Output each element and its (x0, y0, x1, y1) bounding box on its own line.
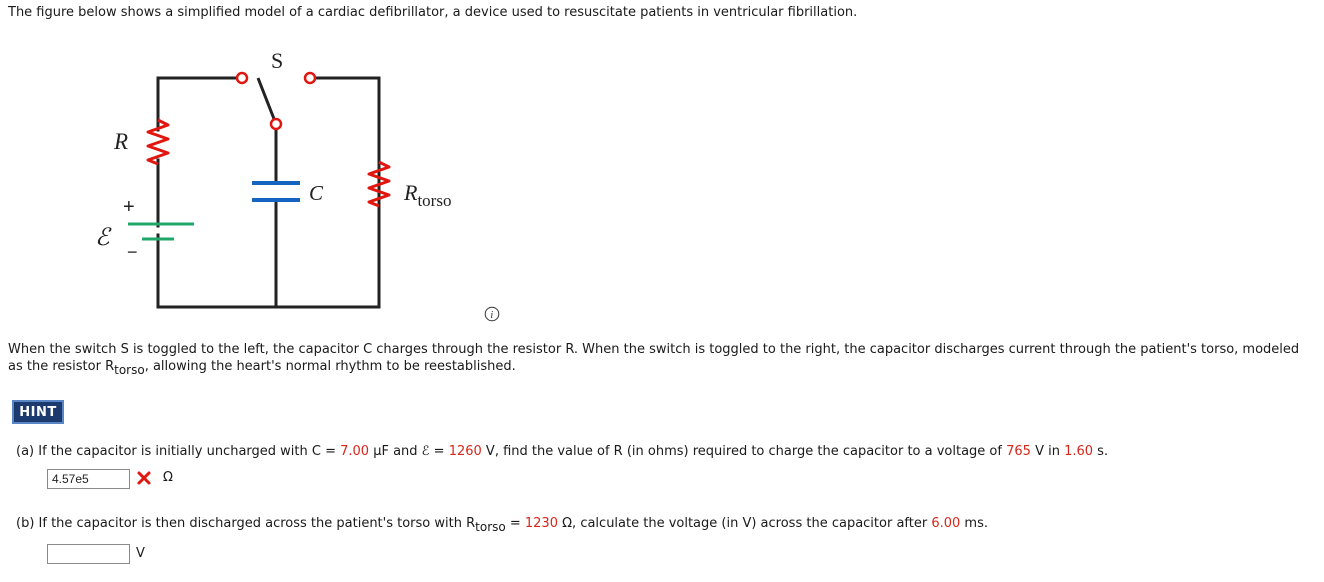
charge-time-value: 1.60 (1064, 444, 1094, 459)
left-top-wire (158, 78, 242, 130)
switch-left-terminal (237, 73, 247, 83)
svg-text:i: i (490, 310, 494, 321)
torso-resistor-label: $R_{torso}$ (404, 180, 452, 210)
answer-b-unit: V (136, 546, 145, 561)
question-a-text: (a) If the capacitor is initially uncharged with C = 7.00 μF and ℰ = 1260 V, find the value of R (in ohms) required to charge the capacitor to a voltage of 765 V in 1.60 s. (16, 444, 1109, 459)
capacitance-value: 7.00 (340, 444, 370, 459)
switch-blade (258, 78, 276, 124)
answer-a-input[interactable] (47, 469, 130, 489)
resistor-r-label: R (114, 129, 129, 154)
info-icon[interactable] (484, 306, 500, 322)
defibrillator-circuit-figure (90, 40, 490, 320)
emf-value: 1260 (448, 444, 482, 459)
target-voltage-value: 765 (1006, 444, 1031, 459)
plus-sign: + (123, 196, 135, 218)
question-b-text: (b) If the capacitor is then discharged across the patient's torso with $R_{torso} = 1230$ Ω, calculate the voltage (in V) across the capacitor after 6.00 ms. (16, 516, 988, 534)
hint-button[interactable]: HINT (12, 400, 64, 424)
answer-a-unit: Ω (163, 470, 173, 485)
switch-label: S (271, 48, 284, 73)
discharge-time-value: 6.00 (931, 516, 961, 531)
left-lower-wire (158, 78, 379, 307)
torso-resistance-value: 1230 (524, 516, 558, 531)
answer-b-input[interactable] (47, 544, 130, 564)
description-paragraph: When the switch S is toggled to the left, the capacitor C charges through the resistor R. When the switch is toggled to the right, the capacitor discharges current through the patient's torso, modeled as the resistor $R_{torso}$, allowing the heart's normal rhythm to be reestablished. (8, 342, 1300, 377)
emf-label: ℰ (95, 225, 110, 251)
capacitor-label: C (309, 181, 324, 205)
switch-right-terminal (305, 73, 315, 83)
intro-text: The figure below shows a simplified model of a cardiac defibrillator, a device used to resuscitate patients in ventricular fibrillation. (8, 5, 858, 20)
switch-pivot-terminal (271, 119, 281, 129)
minus-sign: − (127, 242, 138, 262)
incorrect-x-icon (136, 470, 152, 486)
